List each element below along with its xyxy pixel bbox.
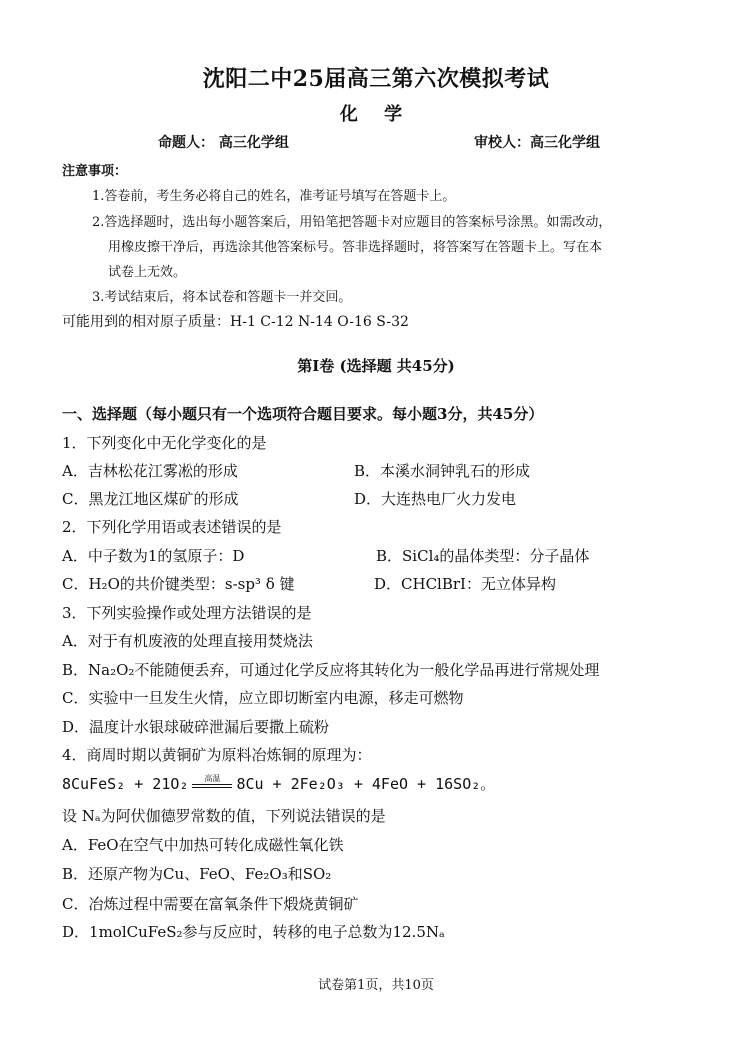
option-a: A．吉林松花江雾凇的形成 <box>62 462 238 480</box>
option-b: B．Na₂O₂不能随便丢弃，可通过化学反应将其转化为一般化学品再进行常规处理 <box>62 661 600 679</box>
notice-item: 3.考试结束后，将本试卷和答题卡一并交回。 <box>92 290 352 305</box>
option-c: C．H₂O的共价键类型：s-sp³ δ 键 <box>62 575 295 593</box>
option-c: C．冶炼过程中需要在富氧条件下煅烧黄铜矿 <box>62 895 359 913</box>
notice-item: 1.答卷前，考生务必将自己的姓名，准考证号填写在答题卡上。 <box>92 189 456 204</box>
question-stem: 3．下列实验操作或处理方法错误的是 <box>62 604 312 622</box>
question-stem: 1．下列变化中无化学变化的是 <box>62 434 267 452</box>
option-a: A．对于有机废液的处理直接用焚烧法 <box>62 632 313 650</box>
notice-item: 试卷上无效。 <box>108 265 187 280</box>
chemical-equation <box>62 773 495 794</box>
notice-item: 用橡皮擦干净后，再选涂其他答案标号。答非选择题时，将答案写在答题卡上。写在本 <box>108 240 603 255</box>
option-d: D．CHClBrI：无立体异构 <box>374 575 556 593</box>
option-c: C．黑龙江地区煤矿的形成 <box>62 490 239 508</box>
atomic-masses: 可能用到的相对原子质量：H-1 C-12 N-14 O-16 S-32 <box>62 314 409 330</box>
question-stem: 2．下列化学用语或表述错误的是 <box>62 518 282 536</box>
subject-title: 化 学 <box>339 104 413 125</box>
part-title: 一、选择题（每小题只有一个选项符合题目要求。每小题3分，共45分） <box>62 405 544 423</box>
question-intro: 设 Nₐ为阿伏伽德罗常数的值，下列说法错误的是 <box>62 807 386 825</box>
option-c: C．实验中一旦发生火情，应立即切断室内电源，移走可燃物 <box>62 689 464 707</box>
option-a: A．中子数为1的氢原子：D <box>62 547 245 565</box>
option-b: B．本溪水洞钟乳石的形成 <box>354 462 531 480</box>
question-stem: 4．商周时期以黄铜矿为原料冶炼铜的原理为： <box>62 746 372 764</box>
equation-reactants: 8CuFeS₂ + 21O₂ <box>62 775 189 793</box>
exam-title: 沈阳二中25届高三第六次模拟考试 <box>202 66 550 92</box>
option-b: B．SiCl₄的晶体类型：分子晶体 <box>376 547 590 565</box>
option-d: D．温度计水银球破碎泄漏后要撒上硫粉 <box>62 718 330 736</box>
reaction-arrow <box>192 773 232 790</box>
notice-title: 注意事项： <box>62 164 128 179</box>
reaction-condition: 高温 <box>204 773 221 783</box>
reviewer-line: 审校人：高三化学组 <box>474 135 600 151</box>
author-line: 命题人： 高三化学组 <box>158 135 289 151</box>
equation-products: 8Cu + 2Fe₂O₃ + 4FeO + 16SO₂。 <box>236 775 496 793</box>
option-b: B．还原产物为Cu、FeO、Fe₂O₃和SO₂ <box>62 865 332 883</box>
page-footer: 试卷第1页，共10页 <box>318 978 434 993</box>
option-d: D．大连热电厂火力发电 <box>354 490 517 508</box>
option-a: A．FeO在空气中加热可转化成磁性氧化铁 <box>62 836 344 854</box>
option-d: D．1molCuFeS₂参与反应时，转移的电子总数为12.5Nₐ <box>62 923 445 941</box>
section-title: 第Ⅰ卷 (选择题 共45分) <box>297 357 455 375</box>
notice-item: 2.答选择题时，选出每小题答案后，用铅笔把答题卡对应题目的答案标号涂黑。如需改动， <box>92 215 612 230</box>
